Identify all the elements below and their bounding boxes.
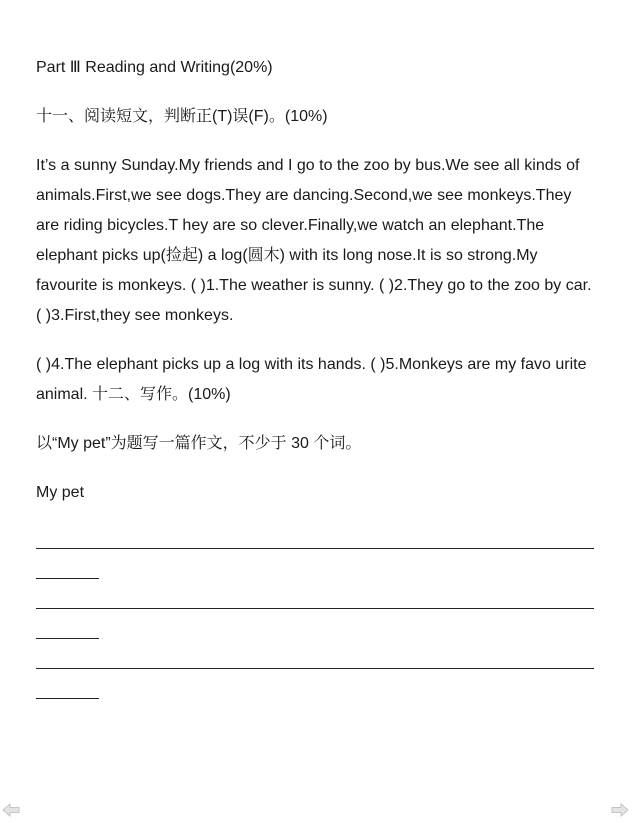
writing-line-short bbox=[36, 578, 99, 579]
part-heading: Part Ⅲ Reading and Writing(20%) bbox=[36, 59, 273, 76]
previous-page-button[interactable] bbox=[2, 803, 20, 817]
next-page-button[interactable] bbox=[611, 803, 629, 817]
essay-title: My pet bbox=[36, 484, 85, 501]
passage-line: It’s a sunny Sunday.My friends and I go to the zoo by bus.We see all kinds of bbox=[36, 157, 580, 174]
writing-line-short bbox=[36, 698, 99, 699]
writing-instruction: 以“My pet”为题写一篇作文，不少于 30 个词。 bbox=[36, 435, 362, 452]
writing-line bbox=[36, 668, 594, 669]
questions-paragraph bbox=[36, 350, 601, 410]
question-line: ( )4.The elephant picks up a log with its hands. ( )5.Monkeys are my favo urite bbox=[36, 356, 587, 373]
writing-line-short bbox=[36, 638, 99, 639]
passage-line: favourite is monkeys. ( )1.The weather is sunny. ( )2.They go to the zoo by car. bbox=[36, 277, 592, 294]
question-line: animal. 十二、写作。(10%) bbox=[36, 386, 231, 403]
arrow-right-icon bbox=[611, 803, 629, 817]
writing-line bbox=[36, 548, 594, 549]
section-11-heading: 十一、阅读短文，判断正(T)误(F)。(10%) bbox=[36, 108, 328, 125]
passage-line: elephant picks up(捡起) a log(圆木) with its long nose.It is so strong.My bbox=[36, 247, 538, 264]
passage-line: ( )3.First,they see monkeys. bbox=[36, 307, 234, 324]
arrow-left-icon bbox=[2, 803, 20, 817]
reading-passage bbox=[36, 151, 601, 331]
passage-line: animals.First,we see dogs.They are dancing.Second,we see monkeys.They bbox=[36, 187, 572, 204]
writing-line bbox=[36, 608, 594, 609]
passage-line: are riding bicycles.T hey are so clever.Finally,we watch an elephant.The bbox=[36, 217, 545, 234]
